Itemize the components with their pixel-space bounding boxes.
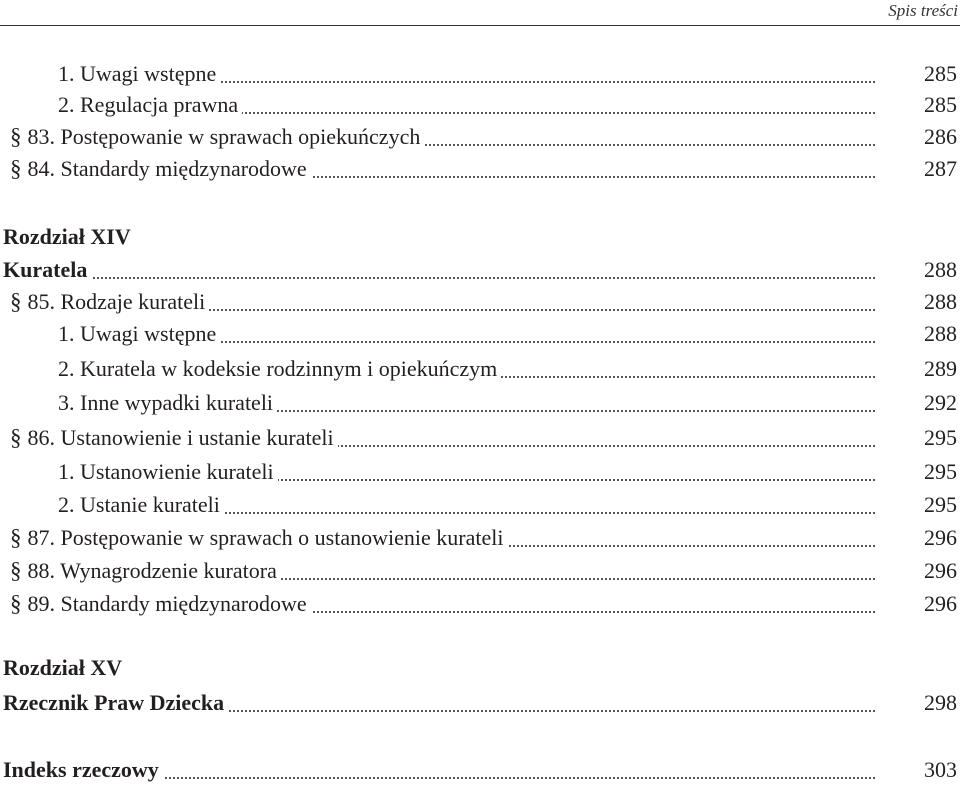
- toc-entry[interactable]: [0, 753, 960, 787]
- toc-entry-title: [10, 591, 311, 617]
- toc-entry-title: [10, 558, 281, 584]
- section-sign: §: [10, 425, 22, 450]
- toc-entry[interactable]: [0, 587, 960, 621]
- toc-entry-page: 296: [924, 591, 957, 616]
- section-sign: §: [10, 289, 22, 314]
- toc-entry[interactable]: [0, 521, 960, 555]
- toc-entry-label: 84. Standardy międzynarodowe: [27, 156, 307, 181]
- toc-entry-page: 295: [924, 425, 957, 450]
- toc-entry[interactable]: [0, 455, 960, 489]
- toc-entry-page: 285: [924, 92, 957, 117]
- toc-entry[interactable]: [0, 120, 960, 154]
- toc-entry-label: 3. Inne wypadki kurateli: [58, 390, 274, 415]
- toc-entry[interactable]: [0, 317, 960, 351]
- toc-entry-title: [58, 356, 501, 382]
- toc-entry[interactable]: [0, 488, 960, 522]
- chapter-heading: Rozdział XIV: [3, 224, 131, 249]
- toc-entry-label: 1. Uwagi wstępne: [58, 61, 217, 86]
- section-sign: §: [10, 156, 22, 181]
- toc-entry-title: [10, 425, 338, 451]
- toc-entry-label: 2. Kuratela w kodeksie rodzinnym i opiekuńczym: [58, 356, 498, 381]
- toc-entry-page: 285: [924, 61, 957, 86]
- toc-entry-title: [10, 156, 311, 182]
- toc-entry-title: [58, 92, 242, 118]
- toc-entry-page: 288: [924, 289, 957, 314]
- toc-entry-title: [58, 61, 220, 87]
- section-sign: §: [10, 591, 22, 616]
- running-header: Spis treści: [888, 1, 958, 20]
- toc-entry-label: 83. Postępowanie w sprawach opiekuńczych: [27, 124, 421, 149]
- toc-entry-page: 288: [924, 257, 957, 282]
- toc-entry-label: 89. Standardy międzynarodowe: [27, 591, 307, 616]
- toc-entry-page: 295: [924, 492, 957, 517]
- toc-entry[interactable]: [0, 421, 960, 455]
- section-sign: §: [10, 525, 22, 550]
- toc-entry-title: [3, 690, 228, 716]
- toc-entry[interactable]: [0, 352, 960, 386]
- toc-entry-page: 292: [924, 390, 957, 415]
- toc-entry-title: [58, 390, 277, 416]
- toc-entry-title: [3, 257, 91, 283]
- toc-entry-title: [58, 492, 224, 518]
- toc-entry-title: [3, 757, 163, 783]
- toc-entry[interactable]: [0, 152, 960, 186]
- header-rule: [0, 25, 960, 26]
- toc-entry-page: 295: [924, 459, 957, 484]
- toc-entry-page: 286: [924, 124, 957, 149]
- section-sign: §: [10, 558, 22, 583]
- toc-entry-page: 298: [924, 690, 957, 715]
- toc-entry[interactable]: [0, 57, 960, 91]
- toc-entry[interactable]: [0, 386, 960, 420]
- toc-entry-page: 296: [924, 525, 957, 550]
- toc-entry[interactable]: [0, 686, 960, 720]
- toc-entry-label: 87. Postępowanie w sprawach o ustanowienie kurateli: [27, 525, 504, 550]
- toc-entry-label: 88. Wynagrodzenie kuratora: [27, 558, 277, 583]
- toc-entry-title: [10, 525, 507, 551]
- toc-entry-label: Kuratela: [3, 257, 88, 282]
- toc-entry-title: [10, 124, 424, 150]
- toc-entry-page: 303: [924, 757, 957, 782]
- toc-entry-title: [10, 289, 209, 315]
- toc-entry-label: Indeks rzeczowy: [3, 757, 159, 782]
- toc-entry-page: 289: [924, 356, 957, 381]
- toc-entry[interactable]: [0, 253, 960, 287]
- toc-entry-label: 86. Ustanowienie i ustanie kurateli: [27, 425, 334, 450]
- chapter-heading: Rozdział XV: [3, 655, 123, 680]
- toc-entry-label: 2. Regulacja prawna: [58, 92, 239, 117]
- toc-entry-title: [58, 321, 220, 347]
- toc-entry-label: 2. Ustanie kurateli: [58, 492, 220, 517]
- toc-entry[interactable]: [0, 88, 960, 122]
- toc-entry-page: 288: [924, 321, 957, 346]
- toc-entry-label: 85. Rodzaje kurateli: [27, 289, 206, 314]
- toc-entry-page: 296: [924, 558, 957, 583]
- section-sign: §: [10, 124, 22, 149]
- toc-entry-label: 1. Uwagi wstępne: [58, 321, 217, 346]
- toc-entry-page: 287: [924, 156, 957, 181]
- toc-entry-title: [58, 459, 278, 485]
- toc-entry[interactable]: [0, 554, 960, 588]
- toc-entry[interactable]: [0, 285, 960, 319]
- dot-leader: [13, 277, 875, 279]
- toc-entry-label: 1. Ustanowienie kurateli: [58, 459, 274, 484]
- toc-entry-label: Rzecznik Praw Dziecka: [3, 690, 225, 715]
